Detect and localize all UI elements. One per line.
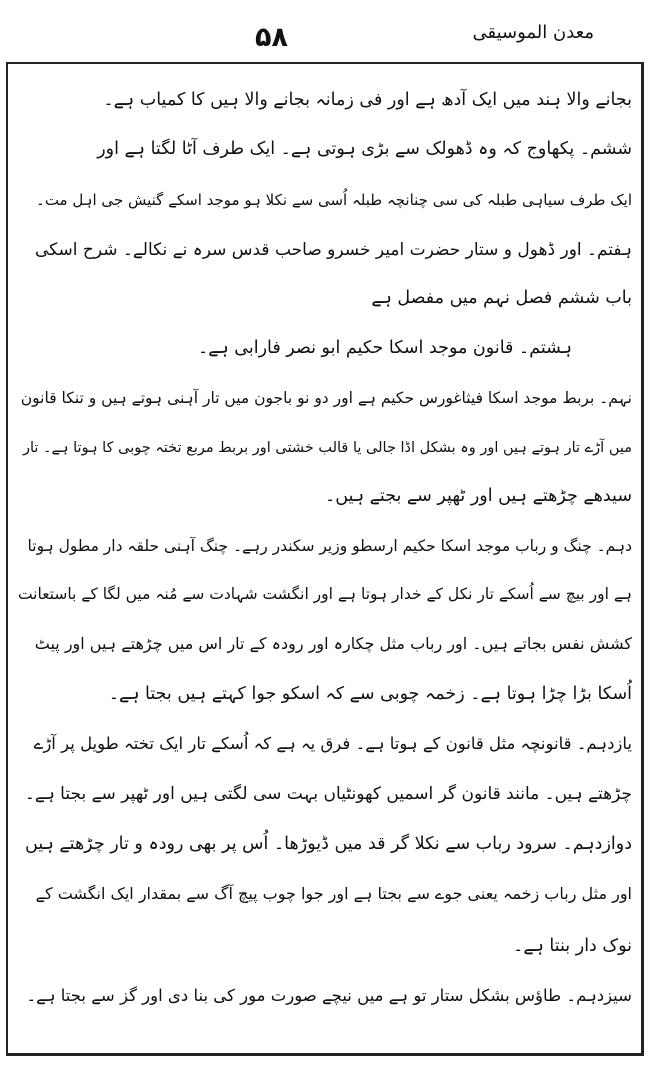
page-number: ۵۸ bbox=[255, 22, 288, 53]
text-line: باب ششم فصل نہم میں مفصل ہے bbox=[371, 288, 632, 308]
running-head bbox=[0, 12, 672, 52]
text-line: ہے اور بیچ سے اُسکے تار نکل کے خدار ہوتا ہے اور انگشت شہادت سے مُنہ میں لگا کے باستعانت bbox=[17, 585, 632, 603]
body-text bbox=[18, 88, 632, 1038]
text-line: ہفتم۔ اور ڈھول و ستار حضرت امیر خسرو صاحب قدس سرہ نے نکالے۔ شرح اسکی bbox=[34, 240, 632, 260]
text-line: ہشتم۔ قانون موجد اسکا حکیم ابو نصر فارابی ہے۔ bbox=[197, 338, 572, 358]
text-line: ششم۔ پکھاوج کہ وہ ڈھولک سے بڑی ہوتی ہے۔ ایک طرف آٹا لگتا ہے اور bbox=[97, 139, 632, 159]
text-line: میں آڑے تار ہوتے ہیں اور وہ بشکل اڈا جالی یا قالب خشتی اور بربط مربع تختہ چوبی کا ہوتا ہے۔ تار bbox=[22, 440, 632, 456]
text-line: نہم۔ بربط موجد اسکا فیثاغورس حکیم ہے اور دو نو باجون میں تار آہنی ہوتے ہیں و تنکا قانون bbox=[20, 389, 632, 407]
text-line: بجانے والا ہند میں ایک آدھ ہے اور فی زمانہ بجانے والا ہیں کا کمیاب ہے۔ bbox=[103, 90, 632, 110]
text-line: اُسکا بڑا چڑا ہوتا ہے۔ زخمہ چوبی سے کہ اسکو جوا کہتے ہیں بجتا ہے۔ bbox=[108, 684, 632, 704]
text-line: اور مثل رباب زخمہ یعنی جوے سے بجتا ہے اور جوا چوب پیچ آگ سے بمقدار ایک انگشت کے bbox=[35, 884, 632, 903]
text-line: یازدہم۔ قانونچہ مثل قانون کے ہوتا ہے۔ فرق یہ ہے کہ اُسکے تار ایک تختہ طویل پر آڑے bbox=[33, 734, 632, 753]
text-line: دہم۔ چنگ و رباب موجد اسکا حکیم ارسطو وزیر سکندر رہے۔ چنگ آہنی حلقہ دار مطول ہوتا bbox=[27, 537, 632, 555]
text-line: سیدھے چڑھتے ہیں اور ٹھپر سے بجتے ہیں۔ bbox=[324, 486, 632, 506]
text-line: کشش نفس بجاتے ہیں۔ اور رباب مثل چکارہ اور رودہ کے تار اس میں چڑھتے ہیں اور پیٹ bbox=[34, 634, 632, 653]
text-line: ایک طرف سیاہی طبلہ کی سی چنانچہ طبلہ اُسی سے نکلا ہو موجد اسکے گنیش جی اہل مت۔ bbox=[36, 191, 632, 209]
text-line: سیزدہم۔ طاؤس بشکل ستار تو ہے میں نیچے صورت مور کی بنا دی اور گز سے بجتا ہے۔ bbox=[26, 986, 632, 1005]
text-line: نوک دار بنتا ہے۔ bbox=[513, 936, 632, 956]
text-line: چڑھتے ہیں۔ مانند قانون گر اسمیں کھونٹیاں بہت سی لگتی ہیں اور ٹھپر سے بجتا ہے۔ bbox=[24, 784, 632, 804]
text-line: دوازدہم۔ سرود رباب سے نکلا گر قد میں ڈیوڑھا۔ اُس پر بھی رودہ و تار چڑھتے ہیں bbox=[25, 834, 632, 854]
book-title: معدن الموسیقی bbox=[472, 22, 594, 43]
